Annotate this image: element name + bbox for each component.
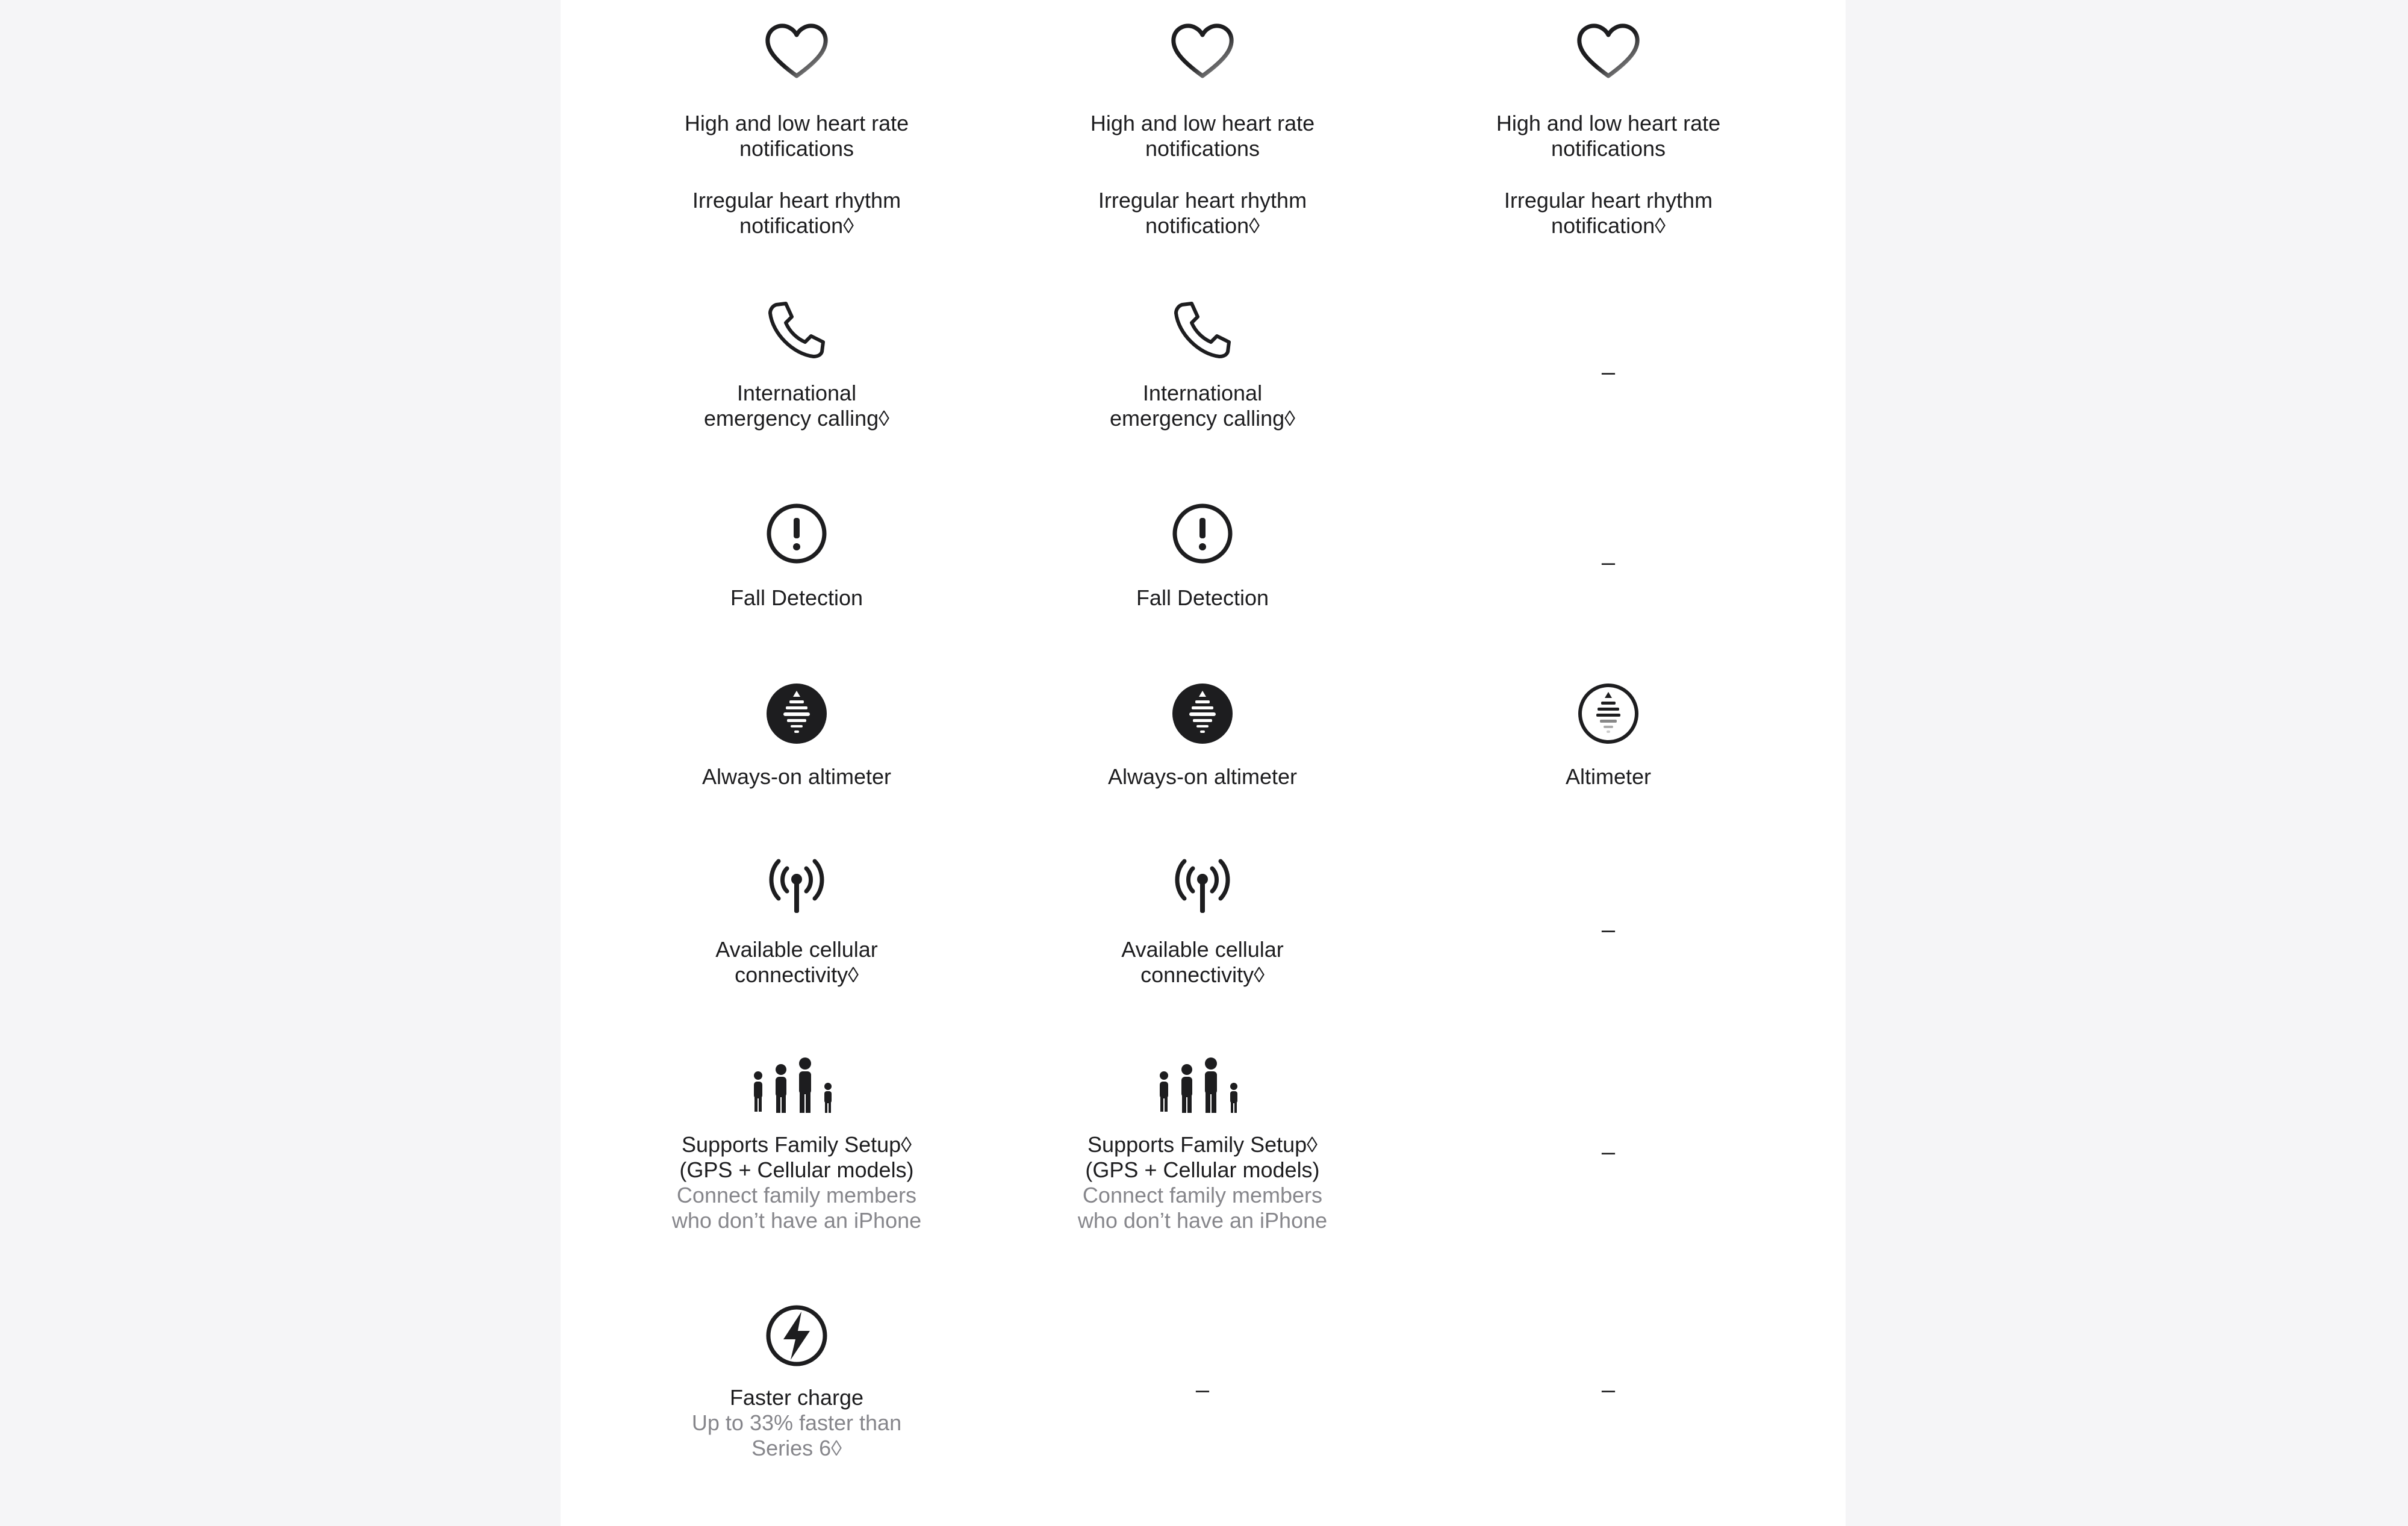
exclamation-circle-icon — [763, 500, 830, 567]
emergency-label: International emergency calling◊ — [1110, 381, 1295, 431]
feature-heart-col3 — [1405, 18, 1811, 238]
charge-label: Faster charge — [729, 1385, 864, 1410]
family-sublabel: Connect family members who don’t have an iPhone — [1077, 1183, 1328, 1233]
feature-altimeter-col3 — [1405, 680, 1811, 789]
feature-emergency-col2 — [1000, 296, 1405, 431]
heart-rate-label: High and low heart rate notifications — [684, 111, 909, 161]
altimeter-icon — [763, 680, 830, 747]
fall-label: Fall Detection — [730, 585, 863, 610]
heart-icon — [1169, 18, 1236, 86]
charge-sublabel: Up to 33% faster than Series 6◊ — [691, 1410, 902, 1460]
altimeter-icon — [1169, 680, 1236, 747]
cellular-label: Available cellular connectivity◊ — [1121, 937, 1284, 987]
family-label: Supports Family Setup◊ (GPS + Cellular models) — [679, 1132, 914, 1182]
feature-altimeter-col1 — [594, 680, 1000, 789]
heart-rate-label: High and low heart rate notifications — [1496, 111, 1721, 161]
feature-cellular-col1 — [594, 854, 1000, 988]
not-available-dash: – — [1601, 1139, 1616, 1165]
altimeter-label: Always-on altimeter — [1107, 764, 1298, 789]
not-available-dash: – — [1601, 917, 1616, 943]
not-available-dash: – — [1601, 359, 1616, 385]
feature-family-col1 — [594, 1051, 1000, 1233]
feature-cellular-col2 — [1000, 854, 1405, 988]
phone-icon — [763, 296, 830, 364]
feature-charge-col1 — [594, 1302, 1000, 1461]
antenna-icon — [1169, 854, 1236, 921]
feature-heart-col1 — [594, 18, 1000, 238]
feature-emergency-col1 — [594, 296, 1000, 431]
not-available-dash: – — [1601, 1377, 1616, 1403]
heart-rhythm-label: Irregular heart rhythm notification◊ — [692, 188, 901, 238]
altimeter-label: Altimeter — [1565, 764, 1652, 789]
heart-rate-label: High and low heart rate notifications — [1090, 111, 1315, 161]
heart-icon — [763, 18, 830, 86]
cellular-label: Available cellular connectivity◊ — [715, 937, 878, 987]
altimeter-label: Always-on altimeter — [702, 764, 892, 789]
feature-heart-col2 — [1000, 18, 1405, 238]
heart-rhythm-label: Irregular heart rhythm notification◊ — [1504, 188, 1713, 238]
altimeter-icon — [1575, 680, 1642, 747]
feature-fall-col2 — [1000, 500, 1405, 611]
family-label: Supports Family Setup◊ (GPS + Cellular models) — [1085, 1132, 1320, 1182]
not-available-dash: – — [1601, 549, 1616, 576]
heart-rhythm-label: Irregular heart rhythm notification◊ — [1098, 188, 1307, 238]
family-icon — [748, 1051, 845, 1119]
lightning-bolt-icon — [763, 1302, 830, 1369]
exclamation-circle-icon — [1169, 500, 1236, 567]
not-available-dash: – — [1195, 1377, 1210, 1403]
family-sublabel: Connect family members who don’t have an iPhone — [671, 1183, 922, 1233]
feature-fall-col1 — [594, 500, 1000, 611]
emergency-label: International emergency calling◊ — [704, 381, 889, 431]
feature-family-col2 — [1000, 1051, 1405, 1233]
family-icon — [1154, 1051, 1251, 1119]
phone-icon — [1169, 296, 1236, 364]
feature-altimeter-col2 — [1000, 680, 1405, 789]
fall-label: Fall Detection — [1136, 585, 1269, 610]
heart-icon — [1575, 18, 1642, 86]
antenna-icon — [763, 854, 830, 921]
